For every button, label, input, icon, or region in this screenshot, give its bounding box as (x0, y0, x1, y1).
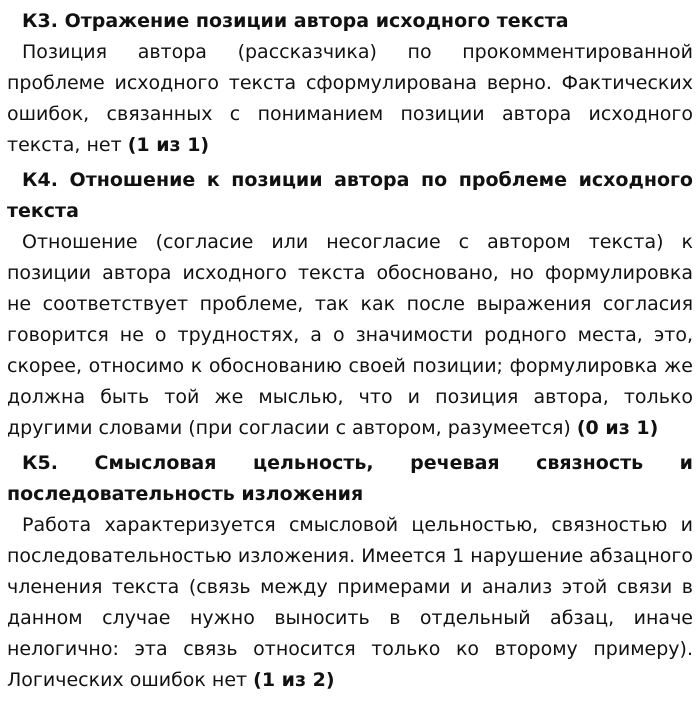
criterion-k3-heading: К3. Отражение позиции автора исходного текста (22, 10, 569, 32)
criterion-k4-comment: Отношение (согласие или несогласие с автором текста) к позиции автора исходного текста обосновано, но формулировка не соответствует проблеме, так как после выражения согласия говорится не о трудностях, а о значимости родного места, это, скорее, относимо к обоснованию своей позиции; формулировка же должна быть той же мыслью, что и позиция автора, только другими словами (при согласии с автором, разумеется) (7, 231, 693, 439)
criterion-k5-comment: Работа характеризуется смысловой цельностью, связностью и последовательностью изложения. Имеется 1 нарушение абзацного членения текста (связь между примерами и анализ этой связи в данном случае нужно выносить в отдельный абзац, иначе нелогично: эта связь относится только ко второму примеру). Логических ошибок нет (7, 514, 693, 691)
criterion-k4-score: (0 из 1) (576, 417, 659, 439)
criterion-k3-text (7, 37, 693, 161)
criterion-k5 (7, 448, 693, 696)
criterion-k5-score: (1 из 2) (253, 669, 335, 691)
criterion-k5-heading: К5. Смысловая цельность, речевая связность и последовательность изложения (7, 452, 693, 505)
criterion-k3-score: (1 из 1) (127, 134, 210, 156)
criterion-k3-comment: Позиция автора (рассказчика) по прокомментированной проблеме исходного текста сформулирована верно. Фактических ошибок, связанных с пониманием позиции автора исходного текста, нет (7, 41, 693, 156)
criterion-k3 (7, 6, 693, 161)
criterion-k4-text (7, 227, 693, 444)
criterion-k4 (7, 165, 693, 444)
criterion-k5-text (7, 510, 693, 696)
criterion-k4-heading: К4. Отношение к позиции автора по проблеме исходного текста (7, 169, 693, 222)
